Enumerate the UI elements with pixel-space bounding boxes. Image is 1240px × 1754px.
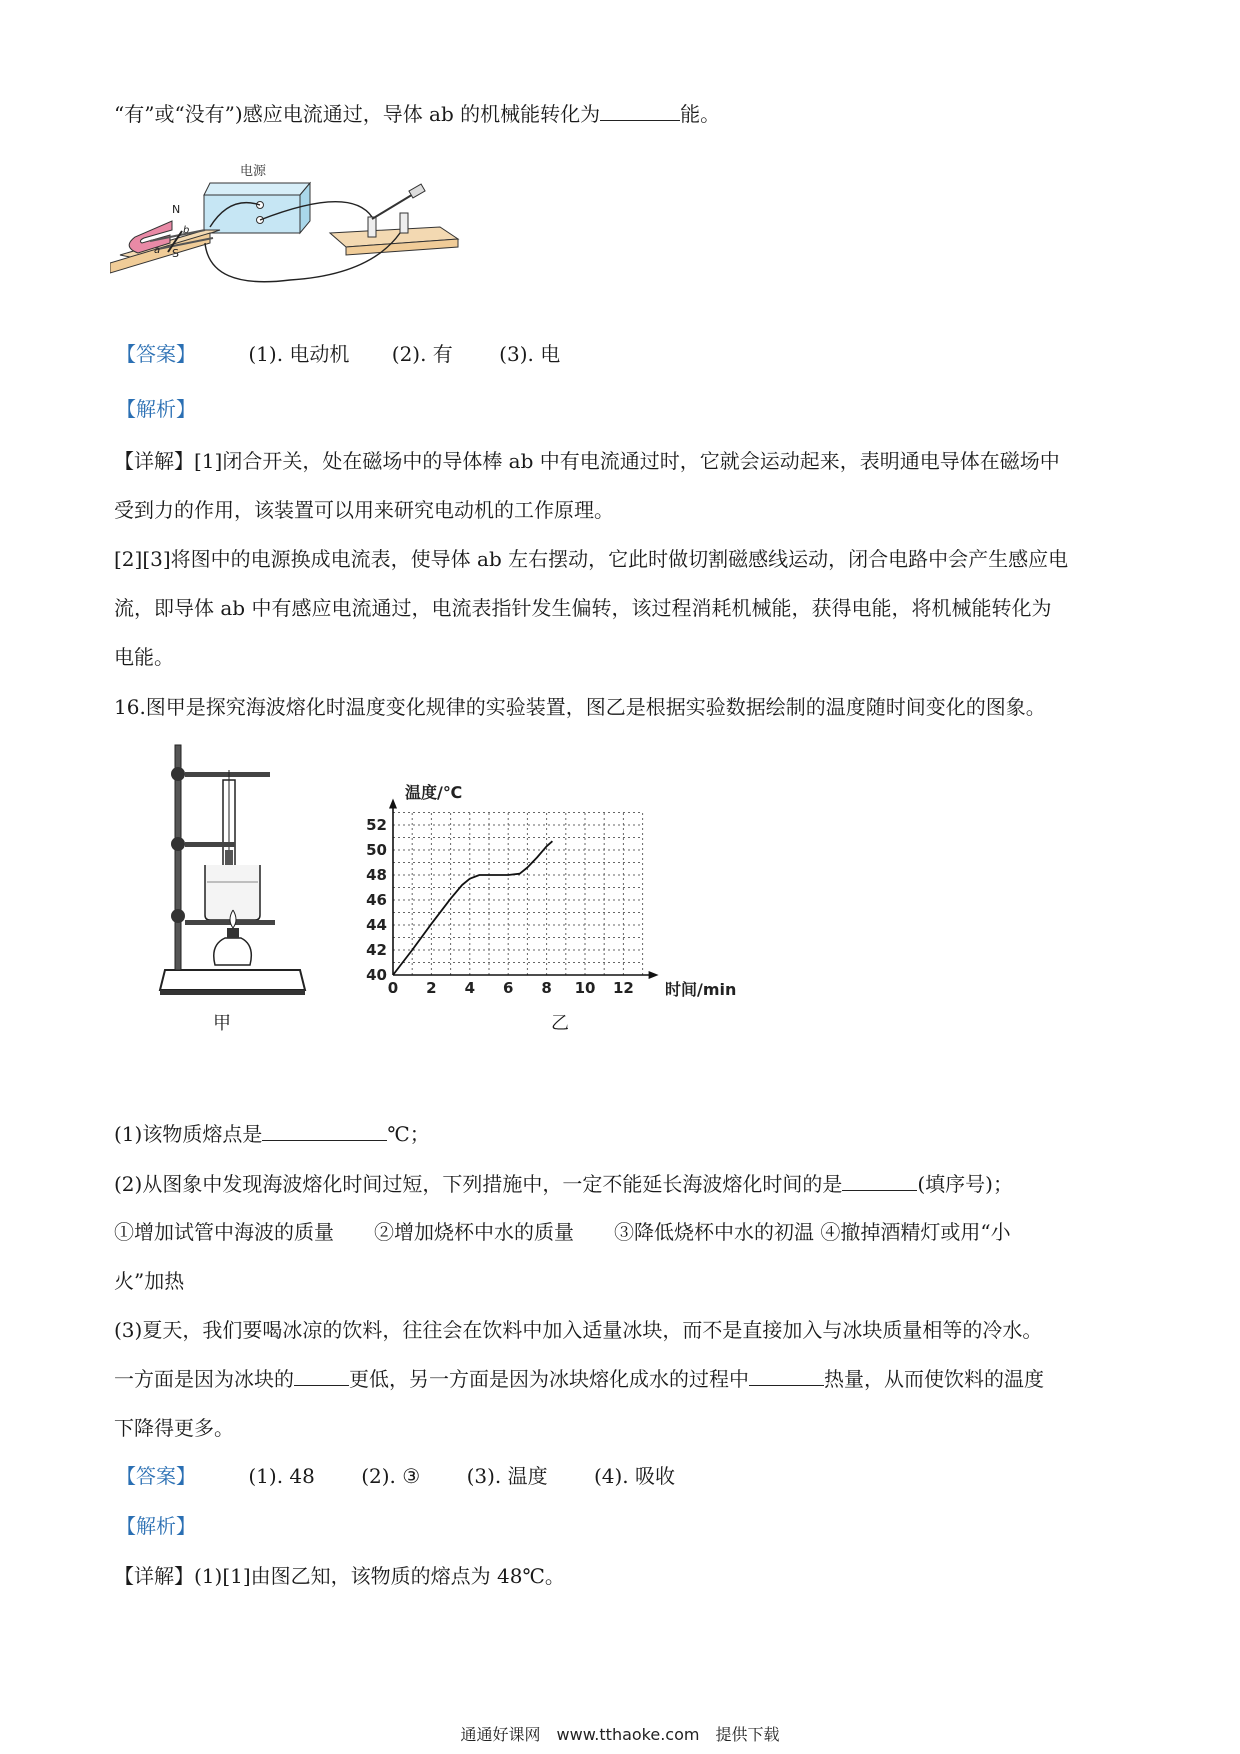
y-tick-label: 40 bbox=[366, 966, 387, 984]
detail15-line-2: 受到力的作用，该装置可以用来研究电动机的工作原理。 bbox=[114, 498, 614, 522]
x-tick-label: 6 bbox=[502, 979, 514, 997]
answer16-item-3: (3). 温度 bbox=[466, 1464, 548, 1488]
q16-part2-text: (2)从图象中发现海波熔化时间过短，下列措施中，一定不能延长海波熔化时间的是 bbox=[114, 1172, 843, 1196]
x-tick-label: 8 bbox=[541, 979, 552, 997]
temperature-chart bbox=[365, 780, 765, 1010]
stand-base bbox=[160, 970, 305, 990]
fig-yi-label: 乙 bbox=[551, 1013, 569, 1034]
x-tick-label: 2 bbox=[426, 979, 437, 997]
detail16-line-1: 【详解】(1)[1]由图乙知，该物质的熔点为 48℃。 bbox=[114, 1564, 565, 1588]
power-supply-box bbox=[204, 195, 300, 233]
rod-a-label: a bbox=[154, 245, 161, 256]
q16-options-line: ①增加试管中海波的质量 ②增加烧杯中水的质量 ③降低烧杯中水的初温 ④撤掉酒精灯或用“小 bbox=[114, 1220, 1011, 1244]
answer-blank bbox=[600, 102, 680, 121]
y-tick-label: 48 bbox=[366, 866, 387, 884]
alcohol-lamp bbox=[214, 938, 252, 965]
y-tick-label: 44 bbox=[366, 916, 387, 934]
answer16-item-2: (2). ③ bbox=[361, 1464, 421, 1488]
answer15-line bbox=[116, 340, 560, 368]
temperature-curve bbox=[393, 841, 552, 975]
x-tick-label: 10 bbox=[574, 979, 596, 997]
x-tick-label: 12 bbox=[612, 979, 634, 997]
q16-part3-text-c: 热量，从而使饮料的温度 bbox=[824, 1367, 1044, 1391]
answer-tag: 【答案】 bbox=[116, 342, 196, 366]
x-tick-label: 4 bbox=[464, 979, 476, 997]
x-tick-label: 0 bbox=[387, 979, 399, 997]
q16-part3-text-a: 一方面是因为冰块的 bbox=[114, 1367, 294, 1391]
detail15-line-5: 电能。 bbox=[114, 645, 174, 669]
q16-part1-text: (1)该物质熔点是 bbox=[114, 1122, 263, 1146]
q16-part2-end: (填序号)； bbox=[917, 1172, 1013, 1196]
q16-options-line-2: 火”加热 bbox=[114, 1269, 185, 1293]
y-tick-label: 42 bbox=[366, 941, 387, 959]
y-axis-arrow bbox=[389, 799, 397, 809]
fig-jia-label: 甲 bbox=[213, 1013, 231, 1034]
magnet-n-label: N bbox=[172, 203, 181, 216]
answer16-item-4: (4). 吸收 bbox=[593, 1464, 676, 1488]
answer15-item-3: (3). 电 bbox=[499, 342, 561, 366]
rod-b-label: b bbox=[183, 225, 190, 236]
chart-xlabel: 时间/min bbox=[665, 980, 737, 999]
answer-blank bbox=[262, 1122, 387, 1141]
y-tick-label: 50 bbox=[366, 841, 387, 859]
q16-part3-text-b: 更低，另一方面是因为冰块熔化成水的过程中 bbox=[349, 1367, 749, 1391]
q16-part3-line-2 bbox=[114, 1365, 1044, 1393]
detail15-line-3: [2][3]将图中的电源换成电流表，使导体 ab 左右摆动，它此时做切割磁感线运动，闭合电路中会产生感应电 bbox=[114, 547, 1069, 571]
answer15-item-2: (2). 有 bbox=[391, 342, 453, 366]
y-tick-label: 52 bbox=[366, 816, 387, 834]
analysis16-tag: 【解析】 bbox=[116, 1514, 196, 1538]
detail15-line-1: 【详解】[1]闭合开关，处在磁场中的导体棒 ab 中有电流通过时，它就会运动起来，表明通电导体在磁场中 bbox=[114, 449, 1060, 473]
y-tick-label: 46 bbox=[366, 891, 387, 909]
analysis15-tag: 【解析】 bbox=[116, 397, 196, 421]
q15-tail-end: 能。 bbox=[680, 102, 721, 126]
circuit-figure bbox=[110, 155, 470, 300]
x-axis-arrow bbox=[649, 971, 659, 979]
q16-part2 bbox=[114, 1170, 1013, 1198]
answer-blank bbox=[294, 1367, 349, 1386]
detail15-line-4: 流，即导体 ab 中有感应电流通过，电流表指针发生偏转，该过程消耗机械能，获得电能，将机械能转化为 bbox=[114, 596, 1052, 620]
knife-switch bbox=[372, 193, 415, 219]
q16-part1-unit: ℃； bbox=[387, 1122, 430, 1146]
q15-tail-text: “有”或“没有”)感应电流通过，导体 ab 的机械能转化为 bbox=[114, 102, 601, 126]
q16-stem: 16.图甲是探究海波熔化时温度变化规律的实验装置，图乙是根据实验数据绘制的温度随时间变化的图象。 bbox=[114, 695, 1046, 719]
answer-tag: 【答案】 bbox=[116, 1464, 196, 1488]
answer16-line bbox=[116, 1462, 675, 1490]
q15-tail-line bbox=[114, 100, 720, 128]
magnet-s-label: S bbox=[172, 247, 179, 260]
page-footer: 通通好课网 www.tthaoke.com 提供下载 bbox=[460, 1725, 780, 1744]
q16-part3-line-3: 下降得更多。 bbox=[114, 1416, 234, 1440]
q16-part1 bbox=[114, 1120, 430, 1148]
answer-blank bbox=[749, 1367, 824, 1386]
answer15-item-1: (1). 电动机 bbox=[248, 342, 350, 366]
answer16-item-1: (1). 48 bbox=[248, 1464, 315, 1488]
power-supply-label: 电源 bbox=[240, 164, 267, 179]
q16-part3-line-1: (3)夏天，我们要喝冰凉的饮料，往往会在饮料中加入适量冰块，而不是直接加入与冰块质量相等的冷水。 bbox=[114, 1318, 1043, 1342]
answer-blank bbox=[842, 1172, 917, 1191]
apparatus-figure bbox=[155, 740, 315, 995]
chart-ylabel: 温度/℃ bbox=[405, 783, 463, 802]
